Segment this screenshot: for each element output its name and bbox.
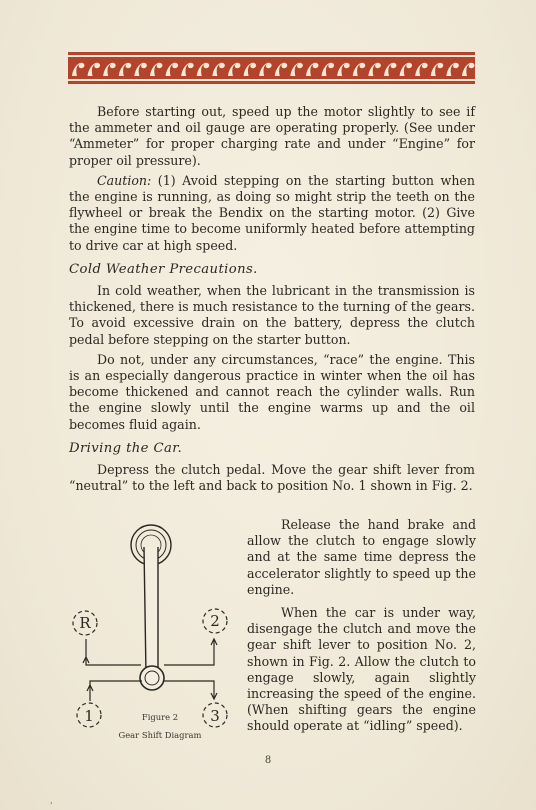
gear-shift-figure <box>66 515 246 745</box>
page-number: 8 <box>264 755 272 766</box>
paragraph-second-gear: When the car is under way, disengage the clutch and move the gear shift lever to position No. 2, shown in Fig. 2. Allow the clutch to engage slowly, again slightly increasing the speed of the engine. (When shifting gears the engine should operate at “idling” speed). <box>247 605 476 734</box>
paragraph-caution <box>69 173 475 254</box>
gear-position-1-label: 1 <box>84 707 94 725</box>
intro-section <box>69 104 475 494</box>
figure-title-caption: Gear Shift Diagram <box>118 730 202 740</box>
gear-position-3-label: 3 <box>210 707 220 725</box>
caution-label: Caution: <box>97 172 152 188</box>
decorative-wave-border <box>68 52 475 84</box>
figure-number-caption: Figure 2 <box>141 712 179 722</box>
gear-position-r-label: R <box>79 614 91 632</box>
paragraph-release-brake: Release the hand brake and allow the clutch to engage slowly and at the same time depress the accelerator slightly to speed up the engine. <box>247 517 476 597</box>
gear-position-2-label: 2 <box>210 612 220 630</box>
paragraph-depress-clutch: Depress the clutch pedal. Move the gear shift lever from “neutral” to the left and back to position No. 1 shown in Fig. 2. <box>69 462 475 494</box>
margin-mark: , <box>50 796 53 806</box>
gear-shift-diagram <box>66 515 246 715</box>
paragraph-cold-weather: In cold weather, when the lubricant in the transmission is thickened, there is much resistance to the turning of the gears. To avoid excessive drain on the battery, depress the clutch pedal before stepping on the starter button. <box>69 283 475 347</box>
caution-text: (1) Avoid stepping on the starting button when the engine is running, as doing so might strip the teeth on the flywheel or break the Bendix on the starting motor. (2) Give the engine time to become uniformly heated before attempting to drive car at high speed. <box>69 172 475 253</box>
right-column-text <box>247 517 476 735</box>
paragraph-race-engine: Do not, under any circumstances, “race” the engine. This is an especially dangerous practice in winter when the oil has become thickened and cannot reach the cylinder walls. Run the engine slowly until the engine warms up and the oil becomes fluid again. <box>69 351 475 432</box>
heading-cold-weather: Cold Weather Precautions. <box>69 261 258 277</box>
paragraph-ammeter-check: Before starting out, speed up the motor slightly to see if the ammeter and oil gauge are operating properly. (See under “Ammeter” for proper charging rate and under “Engine” for proper oil pressure). <box>69 104 475 168</box>
heading-driving-the-car: Driving the Car. <box>69 440 183 456</box>
